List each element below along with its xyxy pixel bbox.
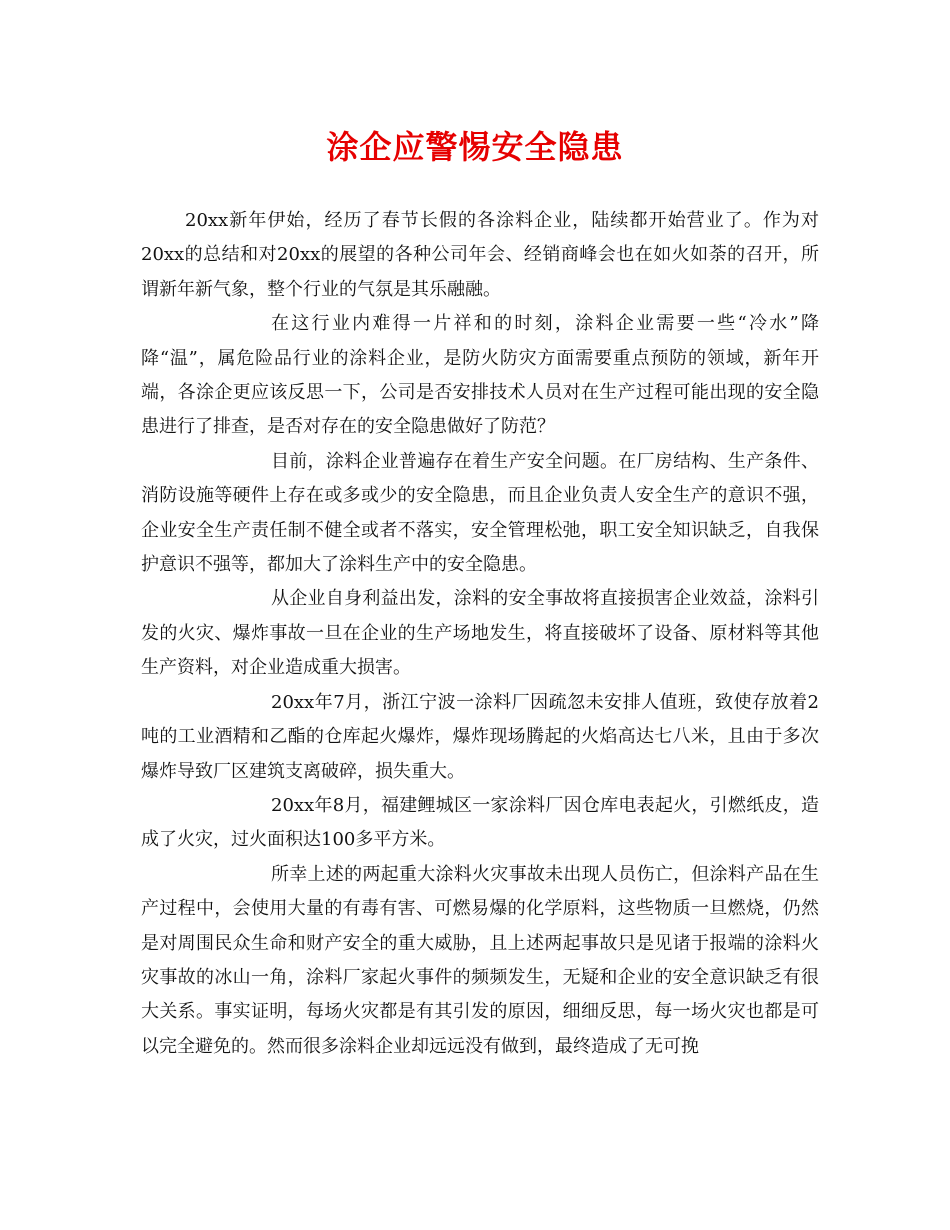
paragraph: 所幸上述的两起重大涂料火灾事故未出现人员伤亡，但涂料产品在生产过程中，会使用大量的有毒有害、可燃易爆的化学原料，这些物质一旦燃烧，仍然是对周围民众生命和财产安全的重大威胁，且上述两起事故只是见诸于报端的涂料火灾事故的冰山一角，涂料厂家起火事件的频频发生，无疑和企业的安全意识缺乏有很大关系。事实证明，每场火灾都是有其引发的原因，细细反思，每一场火灾也都是可以完全避免的。然而很多涂料企业却远远没有做到，最终造成了无可挽 (141, 863, 819, 1057)
document-body (141, 204, 819, 1064)
paragraph: 20xx年8月，福建鲤城区一家涂料厂因仓库电表起火，引燃纸皮，造成了火灾，过火面积达100多平方米。 (141, 794, 819, 851)
paragraph: 从企业自身利益出发，涂料的安全事故将直接损害企业效益，涂料引发的火灾、爆炸事故一旦在企业的生产场地发生，将直接破坏了设备、原材料等其他生产资料，对企业造成重大损害。 (141, 588, 819, 679)
paragraph: 在这行业内难得一片祥和的时刻，涂料企业需要一些“冷水”降降“温”，属危险品行业的涂料企业，是防火防灾方面需要重点预防的领域，新年开端，各涂企更应该反思一下，公司是否安排技术人员对在生产过程可能出现的安全隐患进行了排查，是否对存在的安全隐患做好了防范？ (141, 313, 819, 438)
paragraph: 目前，涂料企业普遍存在着生产安全问题。在厂房结构、生产条件、消防设施等硬件上存在或多或少的安全隐患，而且企业负责人安全生产的意识不强，企业安全生产责任制不健全或者不落实，安全管理松弛，职工安全知识缺乏，自我保护意识不强等，都加大了涂料生产中的安全隐患。 (141, 450, 819, 576)
paragraph: 20xx年7月，浙江宁波一涂料厂因疏忽未安排人值班，致使存放着2吨的工业酒精和乙酯的仓库起火爆炸，爆炸现场腾起的火焰高达七八米，且由于多次爆炸导致厂区建筑支离破碎，损失重大。 (141, 691, 819, 782)
document-title: 涂企应警惕安全隐患 (326, 128, 624, 166)
paragraph: 20xx新年伊始，经历了春节长假的各涂料企业，陆续都开始营业了。作为对20xx的总结和对20xx的展望的各种公司年会、经销商峰会也在如火如荼的召开，所谓新年新气象，整个行业的气氛是其乐融融。 (141, 210, 819, 300)
